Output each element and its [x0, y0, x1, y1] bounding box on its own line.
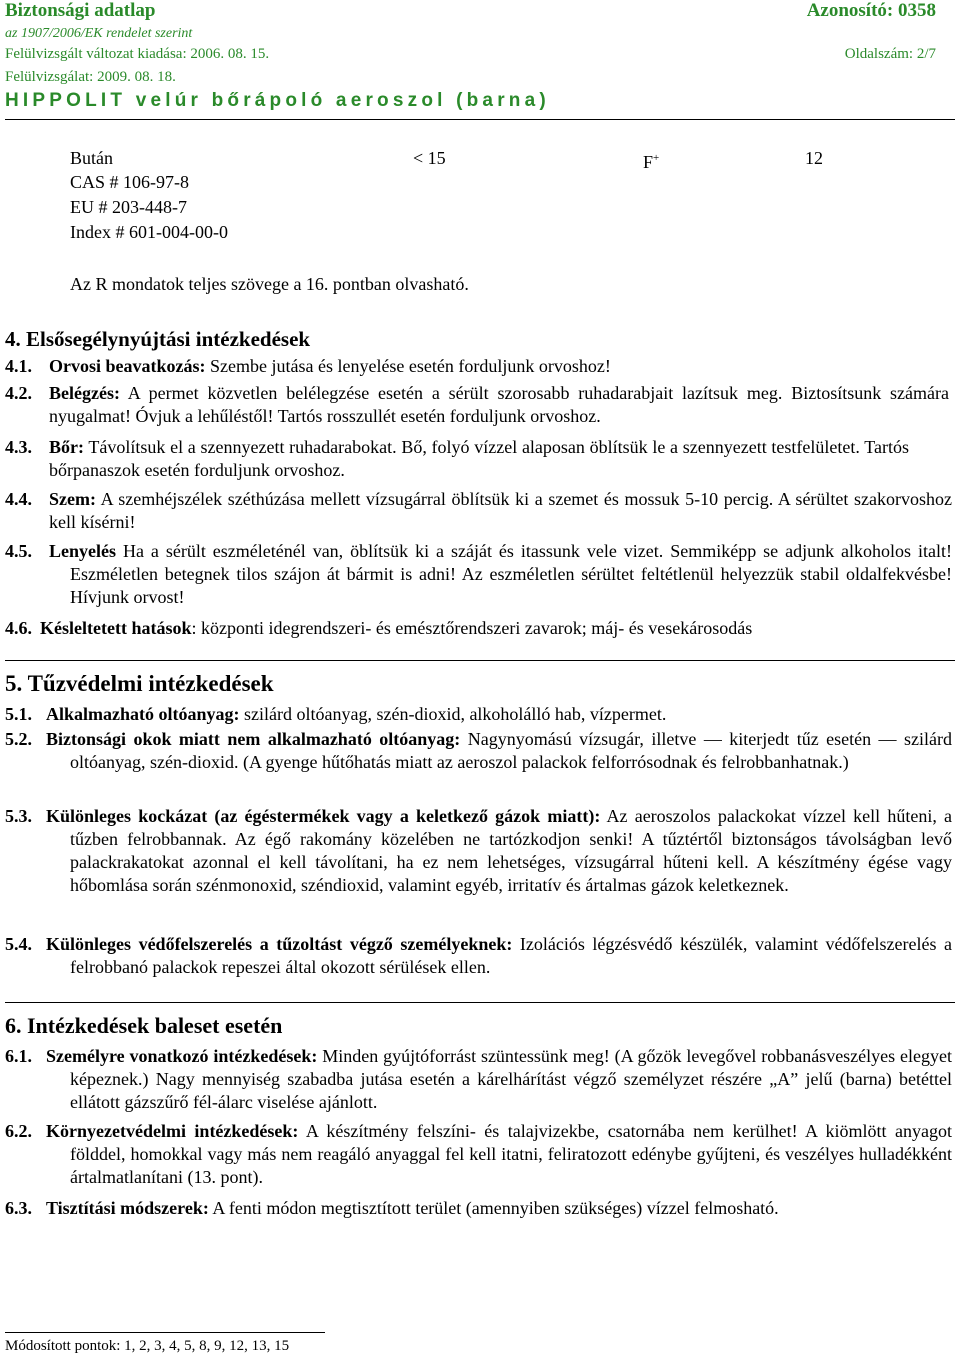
component-cas: CAS # 106-97-8: [70, 172, 190, 192]
item-4-2-number: 4.2.: [5, 383, 32, 403]
revision-issue: Felülvizsgált változat kiadása: 2006. 08. 15.: [5, 46, 270, 62]
item-4-2: Belégzés: A permet közvetlen belélegzése esetén a sérült szorosabb ruhadarabjait lazítsuk meg. Biztosítsunk számára nyugalmat! Óvjuk a lehűléstől! Tartós rosszullét esetén forduljunk orvoshoz.: [49, 383, 949, 426]
item-5-1: Alkalmazható oltóanyag: szilárd oltóanyag, szén-dioxid, alkoholálló hab, vízpermet.: [46, 704, 667, 724]
document-id: Azonosító: 0358: [806, 0, 936, 21]
section-5-divider: [5, 660, 955, 661]
item-5-3-number: 5.3.: [5, 806, 32, 826]
item-4-4: Szem: A szemhéjszélek széthúzása mellett vízsugárral öblítsük ki a szemet és mossuk 5-10 percig. A sérültet szakorvoshoz kell kísérni!: [49, 489, 952, 532]
product-name: HIPPOLIT velúr bőrápoló aeroszol (barna): [5, 90, 550, 111]
item-4-6-number: 4.6.: [5, 618, 32, 638]
item-6-1: Személyre vonatkozó intézkedések: Minden gyújtóforrást szüntessünk meg! (A gőzök levegővel robbanásveszélyes elegyet képeznek.) Nagy mennyiség szabadba jutása esetén a kárelhárítást végző személyzet részére „A” jelű (barna) betéttel ellátott gázszűrő fél-álarc viselése ajánlott.: [46, 1046, 952, 1112]
item-5-4-number: 5.4.: [5, 934, 32, 954]
item-4-5: Lenyelés Ha a sérült eszméleténél van, öblítsük ki a száját és itassunk vele vizet. Semmiképp se adjunk alkoholos italt! Eszméletlen betegnek tilos szájon át bármit is adni! Az eszméletlen sérültet feltétlenül helyezzük stabil oldalfekvésbe! Hívjunk orvost!: [49, 541, 952, 607]
section-6-title: 6. Intézkedések baleset esetén: [5, 1013, 283, 1038]
item-6-3: Tisztítási módszerek: A fenti módon megtisztított terület (amennyiben szükséges) vízzel felmosható.: [46, 1198, 779, 1218]
item-4-1: Orvosi beavatkozás: Szembe jutása és lenyelése esetén forduljunk orvoshoz!: [49, 356, 611, 376]
item-4-6: Késleltetett hatások: központi idegrendszeri- és emésztőrendszeri zavarok; máj- és vesekárosodás: [40, 618, 753, 638]
header-divider: [5, 119, 955, 120]
item-4-3: Bőr: Távolítsuk el a szennyezett ruhadarabokat. Bő, folyó vízzel alaposan öblítsük le a szennyezett testfelületet. Tartós bőrpanaszok esetén forduljunk orvoshoz.: [49, 437, 909, 480]
revision-date: Felülvizsgálat: 2009. 08. 18.: [5, 69, 176, 85]
item-6-2: Környezetvédelmi intézkedések: A készítmény felszíni- és talajvizekbe, csatornába nem kerülhet! A kiömlött anyagot földdel, homokkal vagy más nem reagáló anyaggal fel kell itatni, feliratozott edénybe gyűjteni, és veszélyes hulladékként ártalmatlanítani (13. pont).: [46, 1121, 952, 1187]
item-4-5-number: 4.5.: [5, 541, 32, 561]
item-6-3-number: 6.3.: [5, 1198, 32, 1218]
section-5-title: 5. Tűzvédelmi intézkedések: [5, 671, 274, 696]
item-6-2-number: 6.2.: [5, 1121, 32, 1141]
component-eu: EU # 203-448-7: [70, 197, 187, 217]
item-5-2: Biztonsági okok miatt nem alkalmazható oltóanyag: Nagynyomású vízsugár, illetve — kiterjedt tűz esetén — szilárd oltóanyag, szén-dioxid. (A gyenge hűtőhatás miatt az aeroszol palackok felforrósodnak és felrobbanhatnak.): [46, 729, 952, 772]
item-6-1-number: 6.1.: [5, 1046, 32, 1066]
item-4-4-number: 4.4.: [5, 489, 32, 509]
item-4-1-number: 4.1.: [5, 356, 32, 376]
item-5-2-number: 5.2.: [5, 729, 32, 749]
item-5-1-number: 5.1.: [5, 704, 32, 724]
modified-sections: Módosított pontok: 1, 2, 3, 4, 5, 8, 9, 12, 13, 15: [5, 1338, 290, 1354]
section-4-title: 4. Elsősegélynyújtási intézkedések: [5, 327, 311, 351]
item-5-4: Különleges védőfelszerelés a tűzoltást végző személyeknek: Izolációs légzésvédő készülék, valamint védőfelszerelés a felrobbanó palackok repeszei által okozott sérülések ellen.: [46, 934, 952, 977]
r-phrase-note: Az R mondatok teljes szövege a 16. pontban olvasható.: [70, 274, 469, 294]
regulation-reference: az 1907/2006/EK rendelet szerint: [5, 26, 193, 41]
document-title: Biztonsági adatlap: [5, 0, 156, 21]
component-concentration: < 15: [413, 148, 446, 168]
page-number: Oldalszám: 2/7: [844, 46, 936, 62]
item-4-3-number: 4.3.: [5, 437, 32, 457]
section-6-divider: [5, 1002, 955, 1003]
component-index: Index # 601-004-00-0: [70, 222, 228, 242]
component-name: Bután: [70, 148, 113, 168]
component-r-phrase: 12: [805, 148, 823, 168]
item-5-3: Különleges kockázat (az égéstermékek vagy a keletkező gázok miatt): Az aeroszolos palackokat vízzel kell hűteni, a tűzben felrobbannak. Az égő rakomány közelében ne tartózkodjon senki! A tűztértől biztonságos távolságban levő palackrakatokat azonnal el kell távolítani, ha ez nem lehetséges, vízsugárral hűteni kell. A készítmény égése vagy hőbomlása során szénmonoxid, széndioxid, valamint egyéb, irritatív és ártalmas gázok keletkeznek.: [46, 806, 952, 895]
component-hazard-symbol: F+: [643, 152, 660, 172]
footer-divider: [5, 1332, 325, 1333]
